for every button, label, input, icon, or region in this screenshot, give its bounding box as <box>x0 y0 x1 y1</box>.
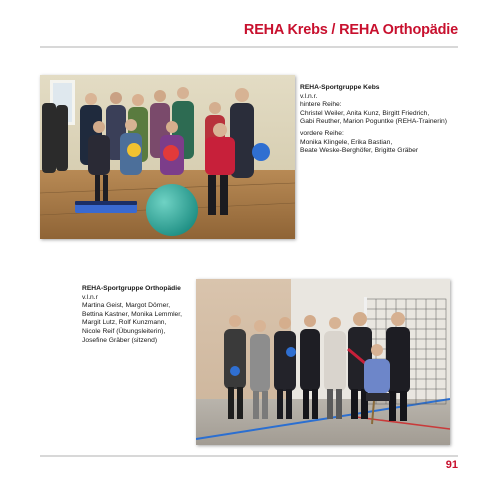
caption-orthopaedie-heading: REHA-Sportgruppe Orthopädie <box>82 285 181 292</box>
caption-orthopaedie <box>82 285 197 345</box>
group-photo-orthopaedie <box>196 279 450 445</box>
caption-krebs-heading: REHA-Sportgruppe Kebs <box>300 84 380 91</box>
header-divider <box>40 46 458 48</box>
caption-krebs-back-row-line: Christel Weiler, Anita Kunz, Birgitt Friedrich, <box>300 109 430 117</box>
group-photo-krebs <box>40 75 295 239</box>
caption-orthopaedie-line: Margit Lutz, Rolf Kunzmann, <box>82 319 167 327</box>
caption-krebs-front-row-label: vordere Reihe: <box>300 129 344 137</box>
caption-krebs-back-row-line: Gabi Reuther, Marion Poguntke (REHA-Trainerin) <box>300 118 447 126</box>
caption-orthopaedie-line: Josefine Gräber (sitzend) <box>82 336 158 344</box>
caption-krebs-back-row-label: hintere Reihe: <box>300 101 342 109</box>
caption-krebs-front-row-line: Monika Klingele, Erika Bastian, <box>300 138 393 146</box>
caption-orthopaedie-line: Nicole Reif (Übungsleiterin), <box>82 327 166 335</box>
caption-krebs <box>300 84 470 156</box>
page-title: REHA Krebs / REHA Orthopädie <box>243 22 458 38</box>
caption-orthopaedie-vlnr: v.l.n.r <box>82 293 98 301</box>
page-number: 91 <box>445 459 458 471</box>
footer-divider <box>40 455 458 457</box>
caption-krebs-front-row-line: Beate Weske-Berghöfer, Brigitte Gräber <box>300 147 419 155</box>
caption-orthopaedie-line: Bettina Kastner, Monika Lemmler, <box>82 310 182 318</box>
caption-orthopaedie-line: Martina Geist, Margot Dörner, <box>82 302 171 310</box>
caption-krebs-vlnr: v.l.n.r. <box>300 92 318 100</box>
